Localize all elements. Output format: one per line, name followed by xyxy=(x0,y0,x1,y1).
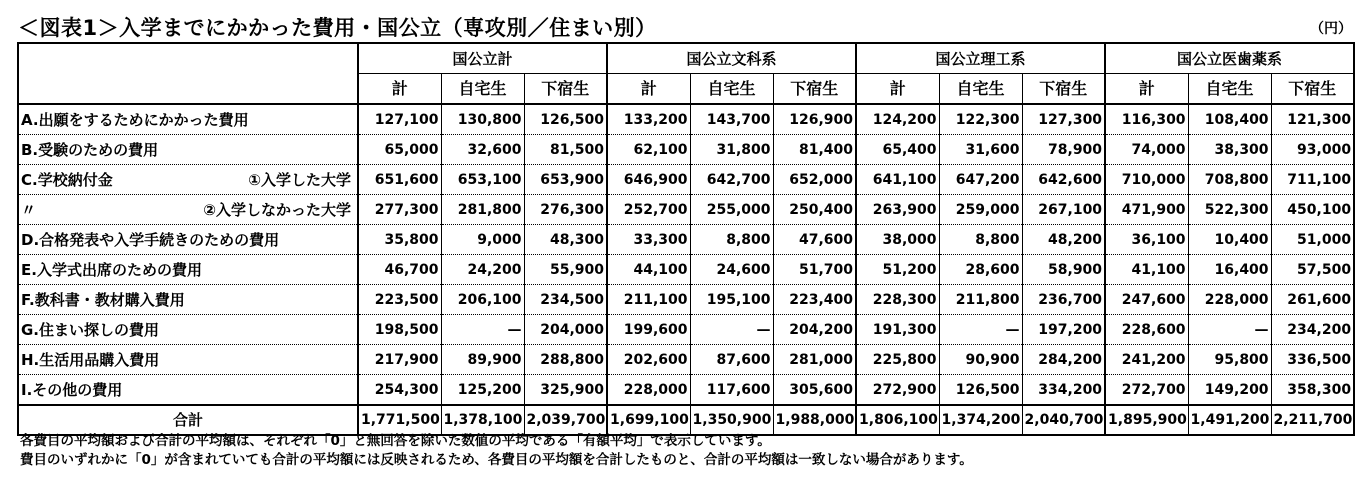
value-cell: 51,000 xyxy=(1271,225,1354,255)
value-cell: 522,300 xyxy=(1188,195,1271,225)
value-cell: 211,100 xyxy=(607,285,690,315)
value-cell: 117,600 xyxy=(690,375,773,406)
row-label-text: H.生活用品購入費用 xyxy=(21,350,160,369)
table-row xyxy=(18,255,1354,285)
value-cell: — xyxy=(1188,315,1271,345)
row-label-text: C.学校納付金 xyxy=(21,170,113,189)
sub-header: 下宿生 xyxy=(1271,74,1354,105)
sub-header: 下宿生 xyxy=(773,74,856,105)
unit-label: （円） xyxy=(1310,21,1352,37)
value-cell: 234,500 xyxy=(524,285,607,315)
value-cell: 126,500 xyxy=(524,104,607,135)
sub-header: 自宅生 xyxy=(1188,74,1271,105)
value-cell: 642,600 xyxy=(1022,165,1105,195)
value-cell: 281,800 xyxy=(441,195,524,225)
value-cell: 2,040,700 xyxy=(1022,405,1105,435)
table-row xyxy=(18,195,1354,225)
value-cell: 334,200 xyxy=(1022,375,1105,406)
value-cell: 272,900 xyxy=(856,375,939,406)
value-cell: 62,100 xyxy=(607,135,690,165)
value-cell: 642,700 xyxy=(690,165,773,195)
value-cell: 28,600 xyxy=(939,255,1022,285)
cost-table xyxy=(17,42,1355,436)
group-header-row xyxy=(18,43,1354,74)
sub-header: 計 xyxy=(607,74,690,105)
value-cell: 38,000 xyxy=(856,225,939,255)
group-header: 国公立医歯薬系 xyxy=(1105,43,1354,74)
value-cell: — xyxy=(939,315,1022,345)
corner-cell xyxy=(18,74,358,105)
sub-header: 下宿生 xyxy=(1022,74,1105,105)
value-cell: 122,300 xyxy=(939,104,1022,135)
value-cell: 46,700 xyxy=(358,255,441,285)
value-cell: 125,200 xyxy=(441,375,524,406)
row-label xyxy=(18,195,358,225)
value-cell: 24,600 xyxy=(690,255,773,285)
value-cell: 133,200 xyxy=(607,104,690,135)
value-cell: 646,900 xyxy=(607,165,690,195)
value-cell: 24,200 xyxy=(441,255,524,285)
row-label xyxy=(18,165,358,195)
value-cell: 16,400 xyxy=(1188,255,1271,285)
value-cell: 647,200 xyxy=(939,165,1022,195)
value-cell: 223,500 xyxy=(358,285,441,315)
value-cell: 202,600 xyxy=(607,345,690,375)
value-cell: 143,700 xyxy=(690,104,773,135)
value-cell: 35,800 xyxy=(358,225,441,255)
value-cell: 236,700 xyxy=(1022,285,1105,315)
sub-header: 計 xyxy=(1105,74,1188,105)
value-cell: 130,800 xyxy=(441,104,524,135)
value-cell: 288,800 xyxy=(524,345,607,375)
value-cell: 31,600 xyxy=(939,135,1022,165)
value-cell: 32,600 xyxy=(441,135,524,165)
row-label-text: A.出願をするためにかかった費用 xyxy=(21,110,249,129)
row-label xyxy=(18,315,358,345)
value-cell: 1,350,900 xyxy=(690,405,773,435)
value-cell: 90,900 xyxy=(939,345,1022,375)
value-cell: 247,600 xyxy=(1105,285,1188,315)
value-cell: 127,300 xyxy=(1022,104,1105,135)
value-cell: 281,000 xyxy=(773,345,856,375)
value-cell: 228,000 xyxy=(1188,285,1271,315)
value-cell: 305,600 xyxy=(773,375,856,406)
value-cell: 652,000 xyxy=(773,165,856,195)
table-row xyxy=(18,135,1354,165)
value-cell: 65,000 xyxy=(358,135,441,165)
value-cell: 199,600 xyxy=(607,315,690,345)
value-cell: 195,100 xyxy=(690,285,773,315)
value-cell: 711,100 xyxy=(1271,165,1354,195)
value-cell: 47,600 xyxy=(773,225,856,255)
value-cell: 58,900 xyxy=(1022,255,1105,285)
sub-header-row xyxy=(18,74,1354,105)
value-cell: 653,100 xyxy=(441,165,524,195)
sub-header: 計 xyxy=(358,74,441,105)
value-cell: 31,800 xyxy=(690,135,773,165)
value-cell: 197,200 xyxy=(1022,315,1105,345)
value-cell: 277,300 xyxy=(358,195,441,225)
value-cell: 95,800 xyxy=(1188,345,1271,375)
footnote: 各費目の平均額および合計の平均額は、それぞれ「0」と無回答を除いた数値の平均である「有額平均」で表示しています。 xyxy=(20,433,771,449)
row-label xyxy=(18,345,358,375)
value-cell: 8,800 xyxy=(939,225,1022,255)
table-row xyxy=(18,165,1354,195)
value-cell: 272,700 xyxy=(1105,375,1188,406)
row-sublabel-text: ①入学した大学 xyxy=(248,170,351,189)
table-row xyxy=(18,104,1354,135)
value-cell: 450,100 xyxy=(1271,195,1354,225)
sub-header: 計 xyxy=(856,74,939,105)
value-cell: 234,200 xyxy=(1271,315,1354,345)
row-label xyxy=(18,285,358,315)
value-cell: 127,100 xyxy=(358,104,441,135)
value-cell: 116,300 xyxy=(1105,104,1188,135)
value-cell: 708,800 xyxy=(1188,165,1271,195)
value-cell: 228,000 xyxy=(607,375,690,406)
value-cell: 641,100 xyxy=(856,165,939,195)
table-row xyxy=(18,375,1354,406)
row-label xyxy=(18,135,358,165)
total-label: 合計 xyxy=(18,405,358,435)
sub-header: 自宅生 xyxy=(690,74,773,105)
value-cell: 51,700 xyxy=(773,255,856,285)
page-title: ＜図表1＞入学までにかかった費用・国公立（専攻別／住まい別） xyxy=(18,16,657,40)
value-cell: 126,900 xyxy=(773,104,856,135)
value-cell: 261,600 xyxy=(1271,285,1354,315)
corner-cell xyxy=(18,43,358,74)
value-cell: 263,900 xyxy=(856,195,939,225)
value-cell: 93,000 xyxy=(1271,135,1354,165)
sub-header: 自宅生 xyxy=(939,74,1022,105)
value-cell: 78,900 xyxy=(1022,135,1105,165)
value-cell: 1,895,900 xyxy=(1105,405,1188,435)
value-cell: 74,000 xyxy=(1105,135,1188,165)
value-cell: 48,300 xyxy=(524,225,607,255)
value-cell: 228,300 xyxy=(856,285,939,315)
value-cell: 57,500 xyxy=(1271,255,1354,285)
value-cell: 8,800 xyxy=(690,225,773,255)
value-cell: 653,900 xyxy=(524,165,607,195)
row-label xyxy=(18,225,358,255)
sub-header: 下宿生 xyxy=(524,74,607,105)
value-cell: — xyxy=(441,315,524,345)
value-cell: 252,700 xyxy=(607,195,690,225)
value-cell: 51,200 xyxy=(856,255,939,285)
row-label-text: 〃 xyxy=(21,200,37,219)
value-cell: 1,491,200 xyxy=(1188,405,1271,435)
value-cell: 55,900 xyxy=(524,255,607,285)
value-cell: 41,100 xyxy=(1105,255,1188,285)
value-cell: 38,300 xyxy=(1188,135,1271,165)
value-cell: 48,200 xyxy=(1022,225,1105,255)
value-cell: 124,200 xyxy=(856,104,939,135)
value-cell: 2,211,700 xyxy=(1271,405,1354,435)
value-cell: 36,100 xyxy=(1105,225,1188,255)
value-cell: 65,400 xyxy=(856,135,939,165)
value-cell: 204,200 xyxy=(773,315,856,345)
value-cell: 1,988,000 xyxy=(773,405,856,435)
group-header: 国公立文科系 xyxy=(607,43,856,74)
value-cell: 87,600 xyxy=(690,345,773,375)
group-header: 国公立理工系 xyxy=(856,43,1105,74)
value-cell: 149,200 xyxy=(1188,375,1271,406)
value-cell: — xyxy=(690,315,773,345)
table-row xyxy=(18,315,1354,345)
row-label xyxy=(18,104,358,135)
value-cell: 33,300 xyxy=(607,225,690,255)
value-cell: 255,000 xyxy=(690,195,773,225)
value-cell: 1,771,500 xyxy=(358,405,441,435)
value-cell: 267,100 xyxy=(1022,195,1105,225)
value-cell: 44,100 xyxy=(607,255,690,285)
group-header: 国公立計 xyxy=(358,43,607,74)
value-cell: 81,400 xyxy=(773,135,856,165)
value-cell: 254,300 xyxy=(358,375,441,406)
value-cell: 126,500 xyxy=(939,375,1022,406)
value-cell: 651,600 xyxy=(358,165,441,195)
row-label-text: I.その他の費用 xyxy=(21,380,123,399)
value-cell: 471,900 xyxy=(1105,195,1188,225)
value-cell: 276,300 xyxy=(524,195,607,225)
value-cell: 10,400 xyxy=(1188,225,1271,255)
row-label-text: E.入学式出席のための費用 xyxy=(21,260,202,279)
row-sublabel-text: ②入学しなかった大学 xyxy=(203,200,351,219)
value-cell: 223,400 xyxy=(773,285,856,315)
total-row xyxy=(18,405,1354,435)
value-cell: 710,000 xyxy=(1105,165,1188,195)
value-cell: 108,400 xyxy=(1188,104,1271,135)
value-cell: 191,300 xyxy=(856,315,939,345)
value-cell: 1,378,100 xyxy=(441,405,524,435)
value-cell: 9,000 xyxy=(441,225,524,255)
value-cell: 198,500 xyxy=(358,315,441,345)
value-cell: 284,200 xyxy=(1022,345,1105,375)
table-row xyxy=(18,285,1354,315)
sub-header: 自宅生 xyxy=(441,74,524,105)
value-cell: 1,699,100 xyxy=(607,405,690,435)
value-cell: 228,600 xyxy=(1105,315,1188,345)
row-label-text: D.合格発表や入学手続きのための費用 xyxy=(21,230,280,249)
value-cell: 121,300 xyxy=(1271,104,1354,135)
value-cell: 241,200 xyxy=(1105,345,1188,375)
footnotes xyxy=(20,432,973,470)
value-cell: 1,806,100 xyxy=(856,405,939,435)
table-row xyxy=(18,345,1354,375)
value-cell: 1,374,200 xyxy=(939,405,1022,435)
row-label-text: F.教科書・教材購入費用 xyxy=(21,290,185,309)
value-cell: 336,500 xyxy=(1271,345,1354,375)
row-label xyxy=(18,255,358,285)
value-cell: 217,900 xyxy=(358,345,441,375)
value-cell: 250,400 xyxy=(773,195,856,225)
value-cell: 81,500 xyxy=(524,135,607,165)
value-cell: 2,039,700 xyxy=(524,405,607,435)
value-cell: 211,800 xyxy=(939,285,1022,315)
value-cell: 259,000 xyxy=(939,195,1022,225)
value-cell: 204,000 xyxy=(524,315,607,345)
value-cell: 206,100 xyxy=(441,285,524,315)
table-row xyxy=(18,225,1354,255)
value-cell: 225,800 xyxy=(856,345,939,375)
row-label xyxy=(18,375,358,406)
row-label-text: B.受験のための費用 xyxy=(21,140,159,159)
row-label-text: G.住まい探しの費用 xyxy=(21,320,160,339)
footnote: 費目のいずれかに「0」が含まれていても合計の平均額には反映されるため、各費目の平均額を合計したものと、合計の平均額は一致しない場合があります。 xyxy=(20,452,973,468)
value-cell: 325,900 xyxy=(524,375,607,406)
value-cell: 89,900 xyxy=(441,345,524,375)
value-cell: 358,300 xyxy=(1271,375,1354,406)
